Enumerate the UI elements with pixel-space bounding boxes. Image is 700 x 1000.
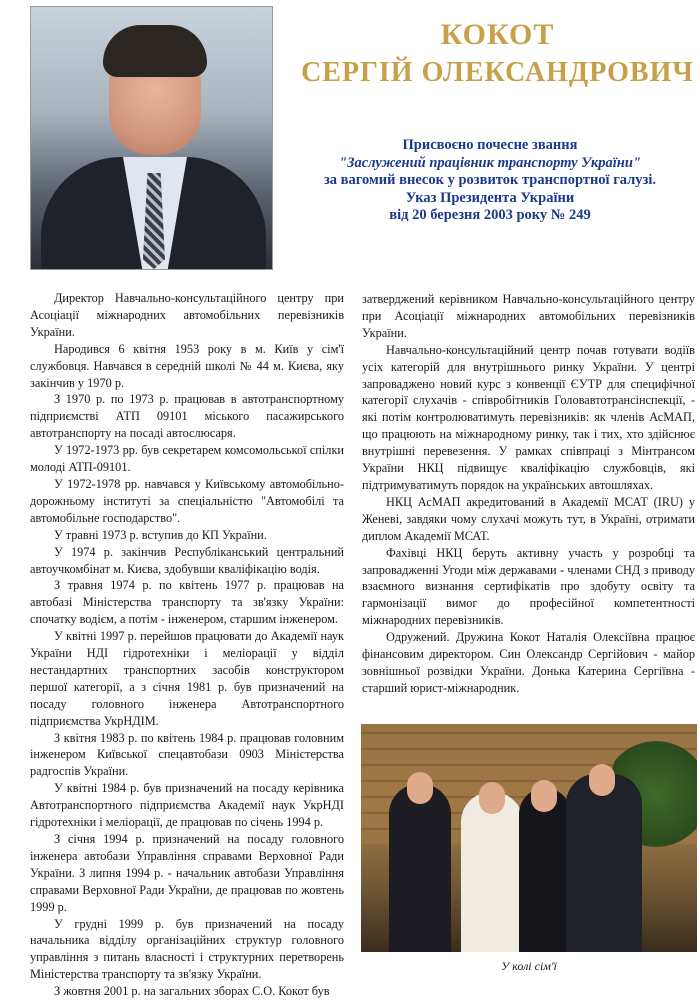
- bio-paragraph: У 1972-1978 рр. навчався у Київському автомобільно-дорожньому інституті за спеціальністю "Автомобілі та автомобільне господарство".: [30, 476, 344, 525]
- photo-person-father: [566, 774, 642, 952]
- photo-person-son: [389, 784, 451, 952]
- bio-paragraph: НКЦ АсМАП акредитований в Академії МСАТ (IRU) у Женеві, завдяки чому слухачі можуть тут, в Україні, отримати диплом Академії МСАТ.: [362, 494, 695, 543]
- photo-face: [531, 780, 557, 812]
- photo-person-wife: [461, 792, 523, 952]
- bio-paragraph: З травня 1974 р. по квітень 1977 р. працював на автобазі Міністерства транспорту та зв'язку України: спочатку водієм, а потім - інженером, старшим інженером.: [30, 578, 344, 627]
- surname: КОКОТ: [440, 18, 555, 51]
- bio-paragraph: У квітні 1984 р. був призначений на посаду керівника Автотранспортного підприємства Академії наук УкрНДІ гідротехніки і меліорації, де працював по січень 1994 р.: [30, 781, 344, 830]
- bio-paragraph: У травні 1973 р. вступив до КП України.: [54, 527, 267, 542]
- bio-paragraph: У квітні 1997 р. перейшов працювати до Академії наук України НДІ гідротехніки і меліорації у відділ нестандартних транспортних засобів конструктором першої категорії, а з січня 1981 р. був призначений на посаду головного інженера Автотранспортного підприємства УкрНДІМ.: [30, 629, 344, 728]
- award-line-3: за вагомий внесок у розвиток транспортної галузі.: [323, 172, 657, 188]
- bio-paragraph: З квітня 1983 р. по квітень 1984 р. працював головним інженером Київської спецавтобази 0903 Міністерства радгоспів України.: [30, 730, 344, 779]
- biography-right-column: [362, 291, 695, 697]
- bio-paragraph: Народився 6 квітня 1953 року в м. Київ у сім'ї службовця. Навчався в середній школі № 44 м. Києва, яку закінчив у 1970 р.: [30, 341, 344, 390]
- bio-paragraph: З 1970 р. по 1973 р. працював в автотранспортному підприємстві АТП 09101 міського пасажирського автотранспорту на посаді автослюсаря.: [30, 392, 344, 441]
- first-patronymic: СЕРГІЙ ОЛЕКСАНДРОВИЧ: [301, 57, 694, 88]
- bio-paragraph: Одружений. Дружина Кокот Наталія Олексіївна працює фінансовим директором. Син Олександр Сергійович - майор зовнішньої розвідки України. Донька Катерина Сергіївна - старший юрист-міжнародник.: [362, 630, 695, 695]
- award-notice: [300, 137, 680, 225]
- photo-face: [479, 782, 505, 814]
- portrait-photo: [30, 6, 273, 270]
- award-decree: Указ Президента України: [405, 189, 575, 206]
- award-line-1: Присвоєно почесне звання: [402, 137, 578, 153]
- portrait-hair: [103, 25, 207, 77]
- bio-paragraph: Фахівці НКЦ беруть активну участь у розробці та запровадженні Угоди між державами - членами СНД з приводу взаємного визнання сертифікатів про здобуту освіту та гармонізації вимог до професійної компетентності міжнародних перевізників.: [362, 545, 695, 628]
- bio-paragraph: З жовтня 2001 р. на загальних зборах С.О. Кокот був: [54, 984, 330, 999]
- bio-paragraph: Навчально-консультаційний центр почав готувати водіїв усіх категорій для внутрішнього ринку України. У центрі запроваджено новий курс з конвенції ЄУТР для специфічної категорії слухачів - співробітників Головавтотрансінспекції, - які потім контролюватимуть перевізників: як членів АсМАП, що працюють на міжнародному ринку, так і тих, хто здійснює внутрішні перевезення. У рамках співпраці з Мінтрансом України НКЦ підвищує кваліфікацію службовців, які підтримуватимуть порядок на українських автошляхах.: [362, 342, 695, 492]
- family-photo: [361, 724, 697, 952]
- biography-left-column: [30, 290, 344, 1000]
- award-date: від 20 березня 2003 року № 249: [389, 207, 591, 223]
- bio-paragraph: У грудні 1999 р. був призначений на посаду начальника відділу організаційних структур головного управління з питань власності і структурних перетворень Міністерства транспорту та зв'язку України.: [30, 916, 344, 982]
- person-name: [300, 18, 695, 90]
- award-title: "Заслужений працівник транспорту України": [339, 154, 641, 171]
- photo-person-daughter: [519, 788, 571, 952]
- photo-face: [407, 772, 433, 804]
- bio-paragraph: Директор Навчально-консультаційного центру при Асоціації міжнародних автомобільних перевізників України.: [30, 291, 344, 339]
- bio-paragraph: У 1972-1973 рр. був секретарем комсомольської спілки молоді АТП-09101.: [30, 443, 344, 475]
- photo-caption: У колі сім'ї: [501, 959, 557, 973]
- bio-paragraph: З січня 1994 р. призначений на посаду головного інженера автобази Управління справами Верховної Ради України. З липня 1994 р. - начальник автобази Управління справами Верховної Ради України, де працював по жовтень 1999 р.: [30, 832, 344, 914]
- photo-face: [589, 764, 615, 796]
- bio-paragraph: У 1974 р. закінчив Республіканський центральний автоучкомбінат м. Києва, здобувши кваліфікацію водія.: [30, 544, 344, 576]
- bio-paragraph: затверджений керівником Навчально-консультаційного центру при Асоціації міжнародних автомобільних перевізників України.: [362, 292, 695, 340]
